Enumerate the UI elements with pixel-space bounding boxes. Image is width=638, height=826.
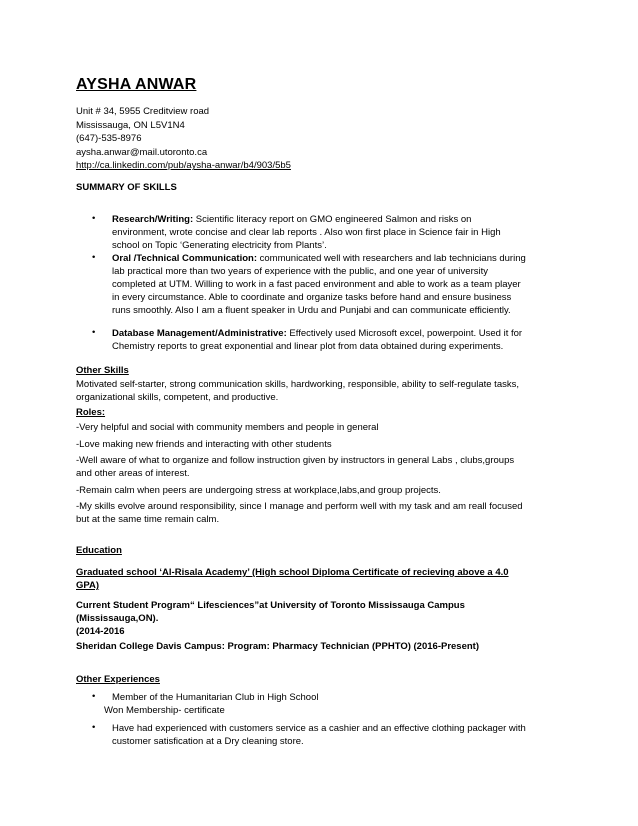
summary-item-label: Oral /Technical Communication:	[112, 253, 257, 264]
education-entry-sheridan: Sheridan College Davis Campus: Program: Pharmacy Technician (PPHTO) (2016-Present)	[76, 641, 479, 652]
education-entry-utm-dates: (2014-2016	[76, 626, 125, 637]
experience-item-club-detail: Won Membership- certificate	[104, 705, 225, 716]
bullet: •	[92, 213, 96, 224]
bullet: •	[92, 327, 96, 338]
education-heading: Education	[76, 545, 122, 556]
other-experiences-heading: Other Experiences	[76, 674, 160, 685]
summary-item-research	[112, 213, 527, 252]
summary-item-label: Research/Writing:	[112, 214, 194, 225]
role-item: -Love making new friends and interacting with other students	[76, 438, 332, 450]
other-skills-text: Motivated self-starter, strong communication skills, hardworking, responsible, ability to self-regulate tasks, organizational skills, competent, and productive.	[76, 379, 519, 403]
summary-item-database	[112, 327, 527, 353]
phone-number: (647)-535-8976	[76, 133, 142, 145]
summary-item-communication	[112, 252, 527, 317]
contact-block	[76, 105, 291, 173]
address-line-1: Unit # 34, 5955 Creditview road	[76, 106, 210, 117]
roles-list	[76, 421, 526, 530]
summary-heading: SUMMARY OF SKILLS	[76, 182, 177, 193]
email-address: aysha.anwar@mail.utoronto.ca	[76, 146, 208, 158]
bullet: •	[92, 691, 96, 702]
education-entry-highschool: Graduated school ‘Al-Risala Academy’ (High school Diploma Certificate of recieving above a 4.0 GPA)	[76, 567, 509, 591]
resume-name: AYSHA ANWAR	[76, 76, 197, 93]
summary-item-label: Database Management/Administrative:	[112, 328, 287, 339]
summary-item-text: Scientific literacy report on GMO engineered Salmon and risks on environment, wrote concise and clear lab reports . Also won first place in Science fair in High school on Topic ‘Generating electricity from Plants’.	[112, 214, 501, 251]
address-line-2: Mississauga, ON L5V1N4	[76, 119, 185, 131]
linkedin-link[interactable]: http://ca.linkedin.com/pub/aysha-anwar/b4/903/5b5	[76, 160, 291, 172]
experience-item-club: Member of the Humanitarian Club in High School	[112, 692, 319, 703]
summary-item-text: communicated well with researchers and lab technicians during lab practical more than two years of experience with the public, and one year of university completed at UTM. Willing to work in a fast paced environment and able to work as a team player in every circumstance. Able to coordinate and organize tasks before hand and ensure business runs smoothly. Also I am a fluent speaker in Urdu and Punjabi and can communicate efficiently.	[112, 253, 526, 316]
education-entry-utm: Current Student Program“ Lifesciences”at University of Toronto Mississauga Campus (Mississauga,ON).	[76, 600, 465, 624]
bullet: •	[92, 252, 96, 263]
summary-item-text: Effectively used Microsoft excel, powerpoint. Used it for Chemistry reports to great exponential and linear plot from data obtained during experiments.	[112, 328, 523, 352]
role-item: -Well aware of what to organize and follow instruction given by instructors in general Labs , clubs,groups and other areas of interest.	[76, 455, 515, 479]
experience-item-cashier: Have had experienced with customers service as a cashier and an effective clothing packager with customer satisfication at a Dry cleaning store.	[112, 723, 526, 747]
bullet: •	[92, 722, 96, 733]
role-item: -My skills evolve around responsibility, since I manage and perform well with my task and am reall focused but at the same time remain calm.	[76, 501, 523, 525]
role-item: -Remain calm when peers are undergoing stress at workplace,labs,and group projects.	[76, 484, 441, 496]
role-item: -Very helpful and social with community members and people in general	[76, 422, 379, 433]
roles-heading: Roles:	[76, 407, 106, 418]
other-skills-heading: Other Skills	[76, 365, 129, 376]
